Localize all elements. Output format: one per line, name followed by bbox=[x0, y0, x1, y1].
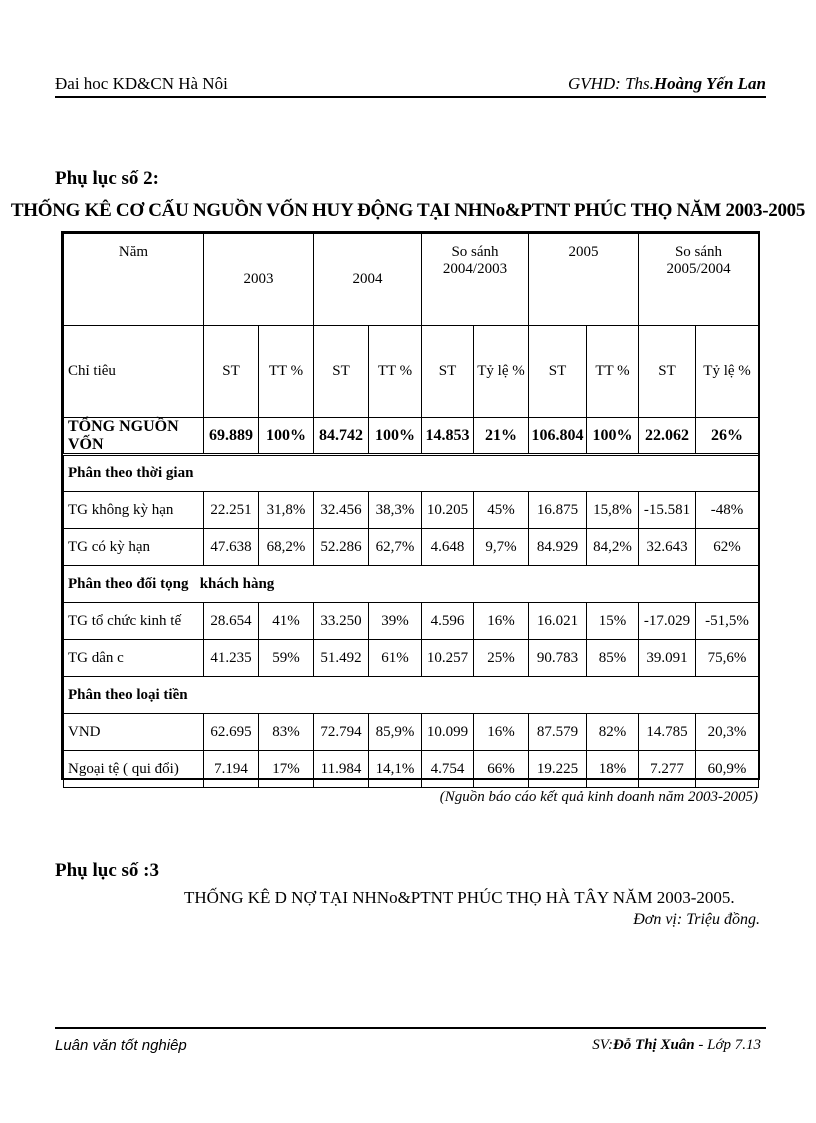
footer-class: - Lớp 7.13 bbox=[694, 1037, 761, 1053]
section-title: Phân theo thời gian bbox=[64, 455, 759, 492]
unit-note: Đơn vị: Triệu đồng. bbox=[633, 911, 760, 928]
table-cell: 100% bbox=[587, 418, 639, 455]
year-header: Năm bbox=[64, 234, 204, 326]
row-label: TG có kỳ hạn bbox=[64, 529, 204, 566]
compare1-line1: So sánh bbox=[451, 244, 499, 260]
criteria-header: Chỉ tiêu bbox=[64, 326, 204, 418]
table-cell: 69.889 bbox=[204, 418, 259, 455]
row-label: TG dân c bbox=[64, 640, 204, 677]
table-cell: 10.099 bbox=[422, 714, 474, 751]
footer-divider bbox=[55, 1027, 766, 1029]
table-cell: 62% bbox=[696, 529, 759, 566]
table-cell: 68,2% bbox=[259, 529, 314, 566]
compare-2004-2003-header bbox=[422, 234, 529, 326]
table-row bbox=[64, 640, 759, 677]
table-cell: 100% bbox=[259, 418, 314, 455]
table-cell: -48% bbox=[696, 492, 759, 529]
st-cmp1-header: ST bbox=[422, 326, 474, 418]
compare-2005-2004-header bbox=[639, 234, 759, 326]
table-cell: 7.277 bbox=[639, 751, 696, 788]
row-label: TG tổ chức kinh tế bbox=[64, 603, 204, 640]
table-cell: 14,1% bbox=[369, 751, 422, 788]
table-cell: 41% bbox=[259, 603, 314, 640]
section-title: Phân theo loại tiền bbox=[64, 677, 759, 714]
table-cell: 61% bbox=[369, 640, 422, 677]
table-cell: 51.492 bbox=[314, 640, 369, 677]
table-cell: 4.648 bbox=[422, 529, 474, 566]
st-cmp2-header: ST bbox=[639, 326, 696, 418]
table-cell: 84,2% bbox=[587, 529, 639, 566]
appendix3-label: Phụ lục số :3 bbox=[55, 860, 159, 881]
row-label: Ngoại tệ ( qui đổi) bbox=[64, 751, 204, 788]
table-row bbox=[64, 603, 759, 640]
tt-2005-header: TT % bbox=[587, 326, 639, 418]
table-cell: 41.235 bbox=[204, 640, 259, 677]
table-cell: 16.875 bbox=[529, 492, 587, 529]
capital-structure-grid bbox=[63, 233, 759, 788]
header-advisor-name: Hoàng Yến Lan bbox=[653, 74, 766, 93]
year-2005-header: 2005 bbox=[529, 234, 639, 326]
table-cell: 25% bbox=[474, 640, 529, 677]
footer-student bbox=[592, 1037, 761, 1054]
table-cell: 87.579 bbox=[529, 714, 587, 751]
row-label: VND bbox=[64, 714, 204, 751]
table-row bbox=[64, 714, 759, 751]
table-cell: 39.091 bbox=[639, 640, 696, 677]
header-advisor bbox=[568, 74, 766, 94]
table-cell: -51,5% bbox=[696, 603, 759, 640]
table-cell: 26% bbox=[696, 418, 759, 455]
table-cell: 66% bbox=[474, 751, 529, 788]
appendix2-label: Phụ lục số 2: bbox=[55, 168, 159, 189]
table-cell: 11.984 bbox=[314, 751, 369, 788]
row-label: TG không kỳ hạn bbox=[64, 492, 204, 529]
table-cell: 15% bbox=[587, 603, 639, 640]
tt-2003-header: TT % bbox=[259, 326, 314, 418]
table-cell: 16% bbox=[474, 603, 529, 640]
table-cell: 47.638 bbox=[204, 529, 259, 566]
table-cell: -17.029 bbox=[639, 603, 696, 640]
table-cell: 32.456 bbox=[314, 492, 369, 529]
table-cell: 33.250 bbox=[314, 603, 369, 640]
table-cell: 72.794 bbox=[314, 714, 369, 751]
table-row bbox=[64, 492, 759, 529]
tt-2004-header: TT % bbox=[369, 326, 422, 418]
table-cell: 38,3% bbox=[369, 492, 422, 529]
table-cell: 28.654 bbox=[204, 603, 259, 640]
header-row-years bbox=[64, 234, 759, 326]
table-row bbox=[64, 529, 759, 566]
section-title: Phân theo đối tọng khách hàng bbox=[64, 566, 759, 603]
compare2-line2: 2005/2004 bbox=[666, 260, 731, 277]
footer-student-name: Đỗ Thị Xuân bbox=[612, 1037, 695, 1053]
table-cell: 100% bbox=[369, 418, 422, 455]
ratio-cmp1-header: Tỷ lệ % bbox=[474, 326, 529, 418]
table-cell: 9,7% bbox=[474, 529, 529, 566]
table-cell: 10.257 bbox=[422, 640, 474, 677]
table-cell: 39% bbox=[369, 603, 422, 640]
table-cell: 16% bbox=[474, 714, 529, 751]
table-cell: 22.062 bbox=[639, 418, 696, 455]
table-source-note: (Nguồn báo cáo kết quả kinh doanh năm 2003-2005) bbox=[439, 789, 758, 805]
table-cell: 84.929 bbox=[529, 529, 587, 566]
table-cell: 18% bbox=[587, 751, 639, 788]
appendix3-title: THỐNG KÊ D NỢ TẠI NHNo&PTNT PHÚC THỌ HÀ TÂY NĂM 2003-2005. bbox=[184, 888, 735, 907]
table-cell: 85% bbox=[587, 640, 639, 677]
compare1-line2: 2004/2003 bbox=[442, 260, 508, 277]
table-cell: 4.754 bbox=[422, 751, 474, 788]
total-row bbox=[64, 418, 759, 455]
header-advisor-prefix: GVHD: Ths. bbox=[567, 74, 654, 93]
st-2004-header: ST bbox=[314, 326, 369, 418]
table-cell: 75,6% bbox=[696, 640, 759, 677]
table-cell: 83% bbox=[259, 714, 314, 751]
compare2-line1: So sánh bbox=[674, 244, 723, 260]
table-cell: 4.596 bbox=[422, 603, 474, 640]
capital-structure-table bbox=[61, 231, 760, 780]
header-divider bbox=[55, 96, 766, 98]
table-cell: 31,8% bbox=[259, 492, 314, 529]
table-cell: 45% bbox=[474, 492, 529, 529]
table-cell: 106.804 bbox=[529, 418, 587, 455]
footer-thesis: Luân văn tốt nghiêp bbox=[55, 1037, 187, 1054]
st-2005-header: ST bbox=[529, 326, 587, 418]
table-cell: 84.742 bbox=[314, 418, 369, 455]
table-cell: 10.205 bbox=[422, 492, 474, 529]
footer-student-prefix: SV: bbox=[592, 1037, 613, 1053]
header-school: Đai hoc KD&CN Hà Nôi bbox=[55, 74, 228, 93]
table-cell: 14.853 bbox=[422, 418, 474, 455]
table-cell: 59% bbox=[259, 640, 314, 677]
table-cell: 14.785 bbox=[639, 714, 696, 751]
table-cell: 60,9% bbox=[696, 751, 759, 788]
section-header-row bbox=[64, 677, 759, 714]
table-cell: -15.581 bbox=[639, 492, 696, 529]
section-header-row bbox=[64, 566, 759, 603]
year-2003-header: 2003 bbox=[204, 234, 314, 326]
ratio-cmp2-header: Tỷ lệ % bbox=[696, 326, 759, 418]
appendix2-title: THỐNG KÊ CƠ CẤU NGUỒN VỐN HUY ĐỘNG TẠI NHNo&PTNT PHÚC THỌ NĂM 2003-2005 bbox=[10, 200, 806, 221]
table-cell: 52.286 bbox=[314, 529, 369, 566]
section-header-row bbox=[64, 455, 759, 492]
table-cell: 16.021 bbox=[529, 603, 587, 640]
table-cell: 20,3% bbox=[696, 714, 759, 751]
table-cell: 62,7% bbox=[369, 529, 422, 566]
table-cell: 19.225 bbox=[529, 751, 587, 788]
table-row bbox=[64, 751, 759, 788]
table-cell: 22.251 bbox=[204, 492, 259, 529]
st-2003-header: ST bbox=[204, 326, 259, 418]
row-label: TỔNG NGUỒN VỐN bbox=[64, 418, 204, 455]
table-cell: 82% bbox=[587, 714, 639, 751]
table-cell: 21% bbox=[474, 418, 529, 455]
table-cell: 7.194 bbox=[204, 751, 259, 788]
table-cell: 85,9% bbox=[369, 714, 422, 751]
table-cell: 15,8% bbox=[587, 492, 639, 529]
header-row-units bbox=[64, 326, 759, 418]
table-cell: 17% bbox=[259, 751, 314, 788]
table-cell: 90.783 bbox=[529, 640, 587, 677]
table-cell: 32.643 bbox=[639, 529, 696, 566]
year-2004-header: 2004 bbox=[314, 234, 422, 326]
table-cell: 62.695 bbox=[204, 714, 259, 751]
